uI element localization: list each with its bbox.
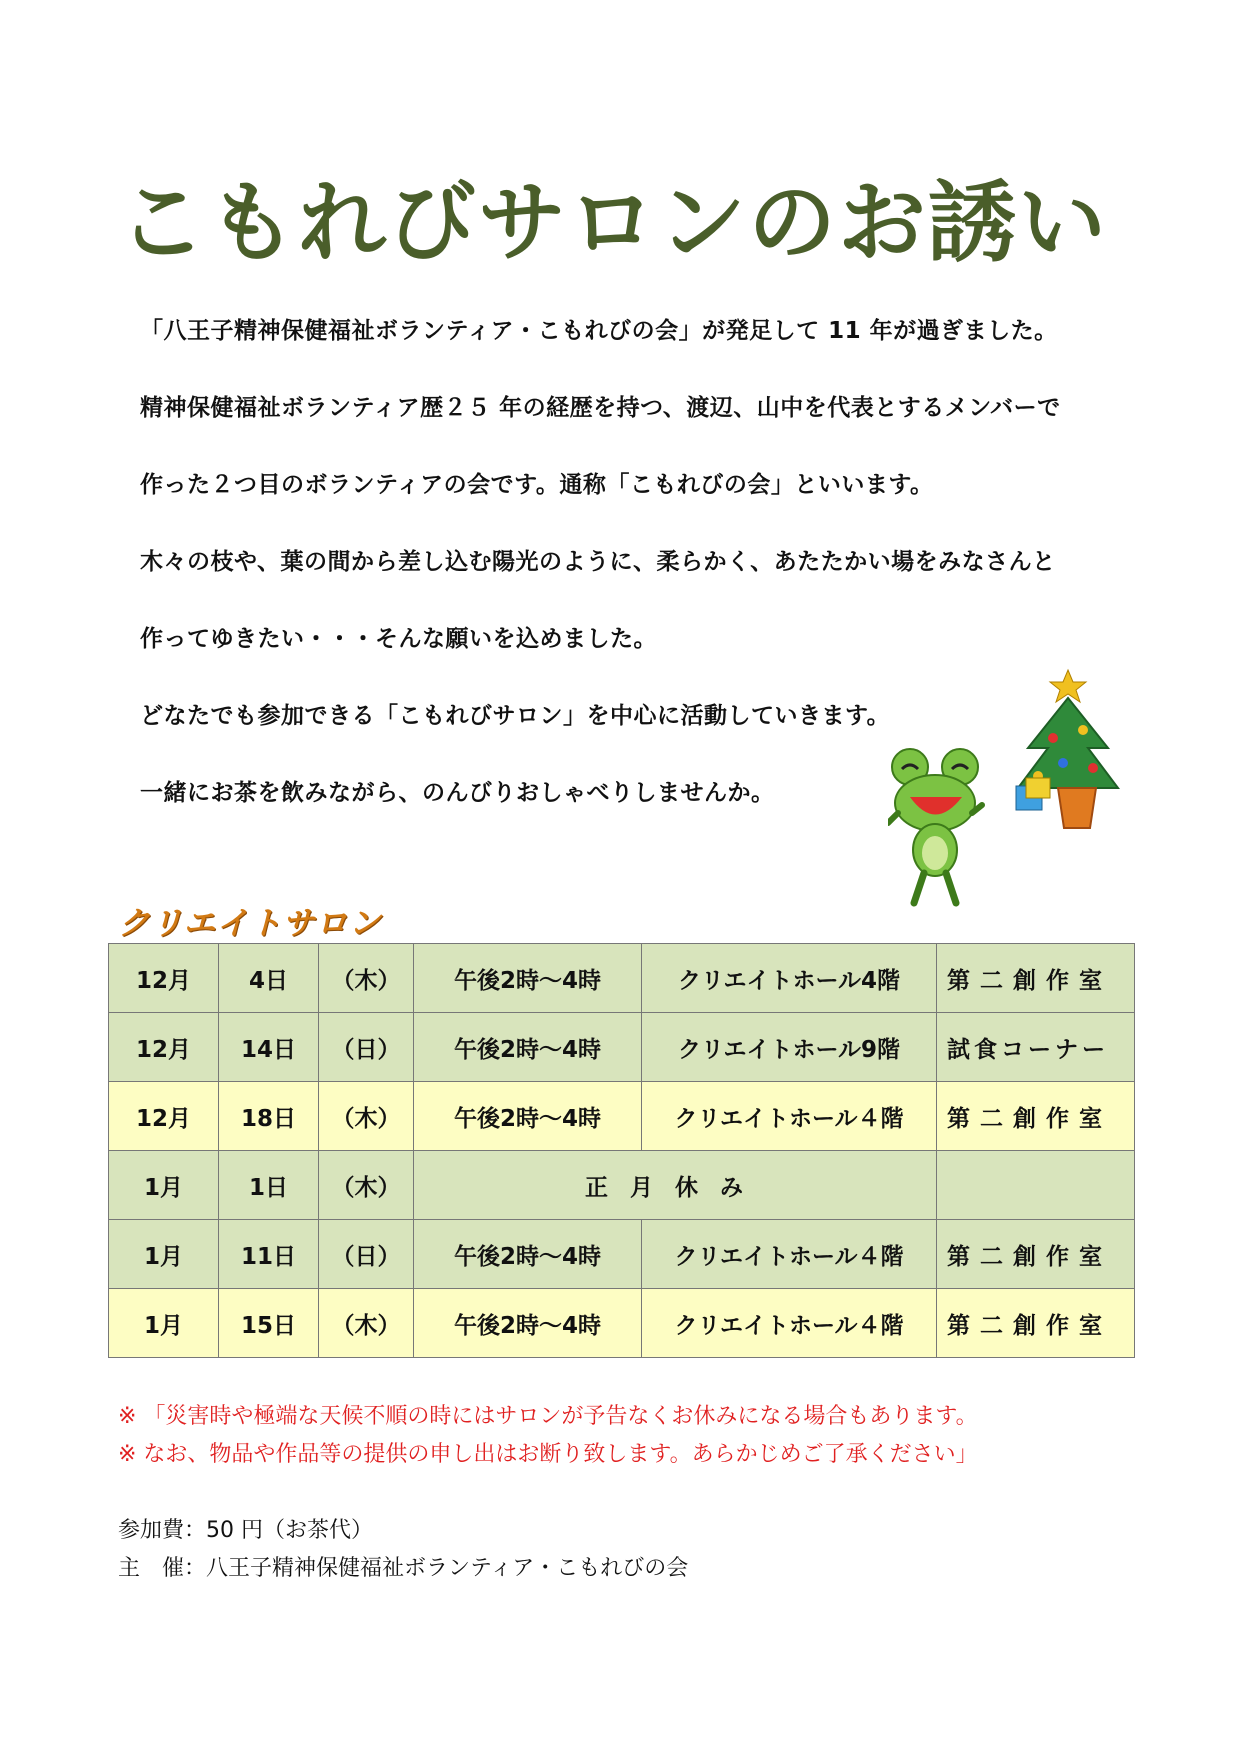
place-cell: クリエイトホール４階 xyxy=(642,1289,937,1358)
weekday-cell: （木） xyxy=(319,1289,414,1358)
month-cell: 1月 xyxy=(109,1289,219,1358)
day-cell: 15日 xyxy=(219,1289,319,1358)
weekday-cell: （木） xyxy=(319,1151,414,1220)
day-cell: 1日 xyxy=(219,1151,319,1220)
intro-line: どなたでも参加できる「こもれびサロン」を中心に活動していきます。 xyxy=(140,703,891,729)
intro-line: 作ってゆきたい・・・そんな願いを込めました。 xyxy=(140,626,657,652)
month-cell: 12月 xyxy=(109,944,219,1013)
note-line: ※ なお、物品や作品等の提供の申し出はお断り致します。あらかじめご了承ください」 xyxy=(118,1442,978,1467)
time-cell: 午後2時～4時 xyxy=(414,944,642,1013)
section-heading: クリエイトサロン xyxy=(118,904,382,942)
table-row xyxy=(109,1151,1135,1220)
intro-line: 作った２つ目のボランティアの会です。通称「こもれびの会」といいます。 xyxy=(140,472,934,498)
intro-line: 精神保健福祉ボランティア歴２５ 年の経歴を持つ、渡辺、山中を代表とするメンバーで xyxy=(140,395,1061,421)
christmas-tree-icon xyxy=(1008,668,1128,833)
room-cell: 第二創作室 xyxy=(937,1220,1135,1289)
weekday-cell: （日） xyxy=(319,1013,414,1082)
room-cell xyxy=(937,1151,1135,1220)
time-cell: 午後2時～4時 xyxy=(414,1220,642,1289)
note-line: ※ 「災害時や極端な天候不順の時にはサロンが予告なくお休みになる場合もあります。 xyxy=(118,1404,978,1429)
table-row xyxy=(109,944,1135,1013)
intro-line: 木々の枝や、葉の間から差し込む陽光のように、柔らかく、あたたかい場をみなさんと xyxy=(140,549,1056,575)
place-cell: クリエイトホール４階 xyxy=(642,1082,937,1151)
frog-icon xyxy=(888,745,988,915)
month-cell: 1月 xyxy=(109,1151,219,1220)
fee-text: 参加費：50 円（お茶代） xyxy=(118,1518,373,1543)
place-cell: クリエイトホール４階 xyxy=(642,1220,937,1289)
table-row xyxy=(109,1220,1135,1289)
place-cell: クリエイトホール4階 xyxy=(642,944,937,1013)
notes xyxy=(118,1398,978,1474)
day-cell: 11日 xyxy=(219,1220,319,1289)
table-row xyxy=(109,1013,1135,1082)
closed-cell: 正月休み xyxy=(414,1151,937,1220)
table-row xyxy=(109,1289,1135,1358)
table-row xyxy=(109,1082,1135,1151)
intro-line: 一緒にお茶を飲みながら、のんびりおしゃべりしませんか。 xyxy=(140,780,775,806)
intro-text xyxy=(140,318,1140,857)
room-cell: 第二創作室 xyxy=(937,1082,1135,1151)
weekday-cell: （木） xyxy=(319,944,414,1013)
room-cell: 試食コーナー xyxy=(937,1013,1135,1082)
month-cell: 12月 xyxy=(109,1082,219,1151)
footer xyxy=(118,1512,688,1588)
time-cell: 午後2時～4時 xyxy=(414,1289,642,1358)
day-cell: 18日 xyxy=(219,1082,319,1151)
month-cell: 12月 xyxy=(109,1013,219,1082)
room-cell: 第二創作室 xyxy=(937,1289,1135,1358)
intro-line: 「八王子精神保健福祉ボランティア・こもれびの会」が発足して 11 年が過ぎました。 xyxy=(140,318,1058,344)
day-cell: 14日 xyxy=(219,1013,319,1082)
organizer-text: 主 催：八王子精神保健福祉ボランティア・こもれびの会 xyxy=(118,1556,689,1581)
day-cell: 4日 xyxy=(219,944,319,1013)
room-cell: 第二創作室 xyxy=(937,944,1135,1013)
schedule-table xyxy=(108,943,1135,1358)
time-cell: 午後2時～4時 xyxy=(414,1013,642,1082)
weekday-cell: （日） xyxy=(319,1220,414,1289)
month-cell: 1月 xyxy=(109,1220,219,1289)
page-title: こもれびサロンのお誘い xyxy=(118,171,1109,274)
place-cell: クリエイトホール9階 xyxy=(642,1013,937,1082)
weekday-cell: （木） xyxy=(319,1082,414,1151)
time-cell: 午後2時～4時 xyxy=(414,1082,642,1151)
